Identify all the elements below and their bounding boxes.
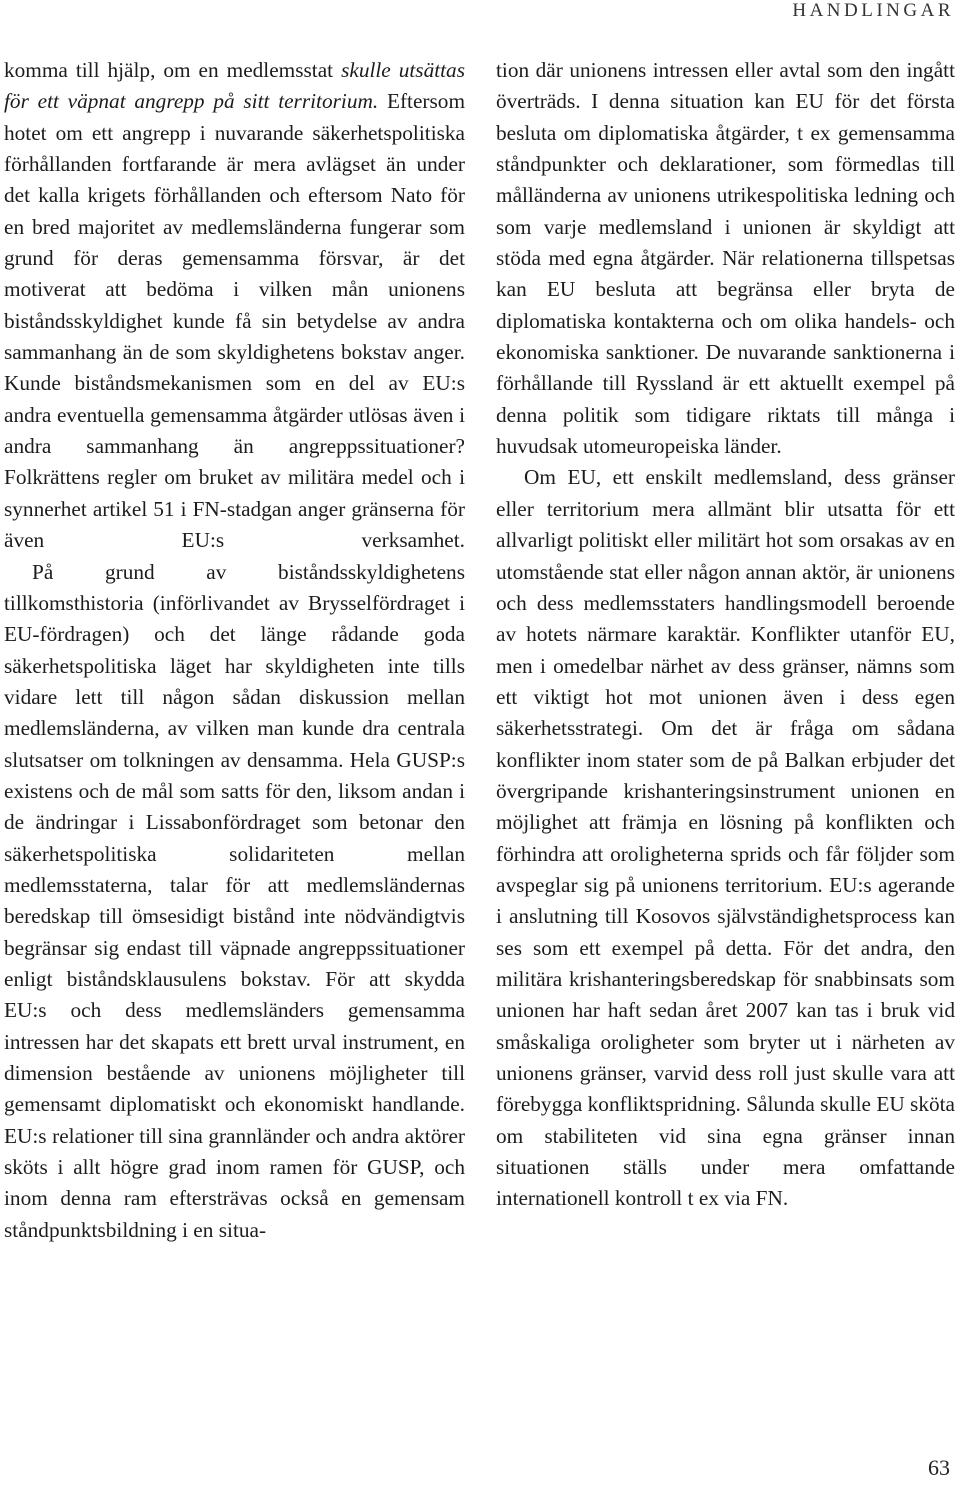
- page-number: 63: [928, 1455, 950, 1480]
- left-paragraph-1: [4, 55, 465, 557]
- left-paragraph-1-rest: Eftersom hotet om ett angrepp i nuvarande säkerhetspolitiska förhållanden fortfarande är mera avlägset än under det kalla krigets förhållanden och eftersom Nato för en bred majoritet av medlemsländerna fungerar som grund för deras gemensamma försvar, är det motiverat att bedöma i vilken mån unionens biståndsskyldighet kunde få sin betydelse av andra sammanhang än de som skyldighetens bokstav anger. Kunde biståndsmekanismen som en del av EU:s andra eventuella gemensamma åtgärder utlösas även i andra sammanhang än angreppssituationer? Folkrättens regler om bruket av militära medel och i synnerhet artikel 51 i FN-stadgan anger gränserna för även EU:s verksamhet.: [4, 89, 465, 553]
- right-column: [496, 55, 955, 1215]
- left-paragraph-1-italic: skulle utsättas för ett väpnat angrepp på sitt territorium.: [4, 58, 465, 114]
- right-paragraph-1: tion där unionens intressen eller avtal som den ingått överträds. I denna situation kan EU för det första besluta om diplomatiska åtgärder, t ex gemensamma ståndpunkter och deklarationer, som förmedlas till målländerna av unionens utrikespolitiska ledning och som varje medlemsland i unionen är skyldigt att stöda med egna åtgärder. När relationerna tillspetsas kan EU besluta att begränsa eller bryta de diplomatiska kontakterna och om olika handels- och ekonomiska sanktioner. De nuvarande sanktionerna i förhållande till Ryssland är ett aktuellt exempel på denna politik som tidigare riktats till många i huvudsak utomeuropeiska länder.: [496, 58, 955, 459]
- left-paragraph-2: På grund av biståndsskyldighetens tillkomsthistoria (införlivandet av Brysselfördraget i EU-fördragen) och det länge rådande goda säkerhetspolitiska läget har skyldigheten inte tills vidare lett till någon sådan diskussion mellan medlemsländerna, av vilken man kunde dra centrala slutsatser om tolkningen av densamma. Hela GUSP:s existens och de mål som satts för den, liksom andan i de ändringar i Lissabonfördraget som betonar den säkerhetspolitiska solidariteten mellan medlemsstaterna, talar för att medlemsländernas beredskap till ömsesidigt bistånd inte nödvändigtvis begränsar sig endast till väpnade angreppssituationer enligt biståndsklausulens bokstav. För att skydda EU:s och dess medlemsländers gemensamma intressen har det skapats ett brett urval instrument, en dimension bestående av unionens möjligheter till gemensamt diplomatiskt och ekonomiskt handlande. EU:s relationer till sina grannländer och andra aktörer sköts i allt högre grad inom ramen för GUSP, och inom denna ram eftersträvas också en gemensam ståndpunktsbildning i en situa-: [4, 559, 465, 1242]
- left-column: [4, 55, 465, 1246]
- running-header: HANDLINGAR: [792, 0, 954, 21]
- left-paragraph-1-start: komma till hjälp, om en medlemsstat: [4, 58, 342, 82]
- right-paragraph-2: Om EU, ett enskilt medlemsland, dess gränser eller territorium mera allmänt blir utsatta för ett allvarligt politiskt eller militärt hot som orsakas av en utomstående stat eller någon annan aktör, är unionens och dess medlemsstaters handlingsmodell beroende av hotets närmare karaktär. Konflikter utanför EU, men i omedelbar närhet av dess gränser, nämns som ett viktigt hot mot unionen även i dess egen säkerhetsstrategi. Om det är fråga om sådana konflikter inom stater som de på Balkan erbjuder det övergripande krishanteringsinstrument unionen en möjlighet att främja en lösning på konflikten och förhindra att oroligheterna sprids och får följder som avspeglar sig på unionens territorium. EU:s agerande i anslutning till Kosovos självständighetsprocess kan ses som ett exempel på detta. För det andra, den militära krishanteringsberedskap för snabbinsats som unionen har haft sedan året 2007 kan tas i bruk vid småskaliga oroligheter som bryter ut i närheten av unionens gränser, varvid dess roll just skulle vara att förebygga konfliktspridning. Sålunda skulle EU sköta om stabiliteten vid sina egna gränser innan situationen ställs under mera omfattande internationell kontroll t ex via FN.: [496, 465, 955, 1211]
